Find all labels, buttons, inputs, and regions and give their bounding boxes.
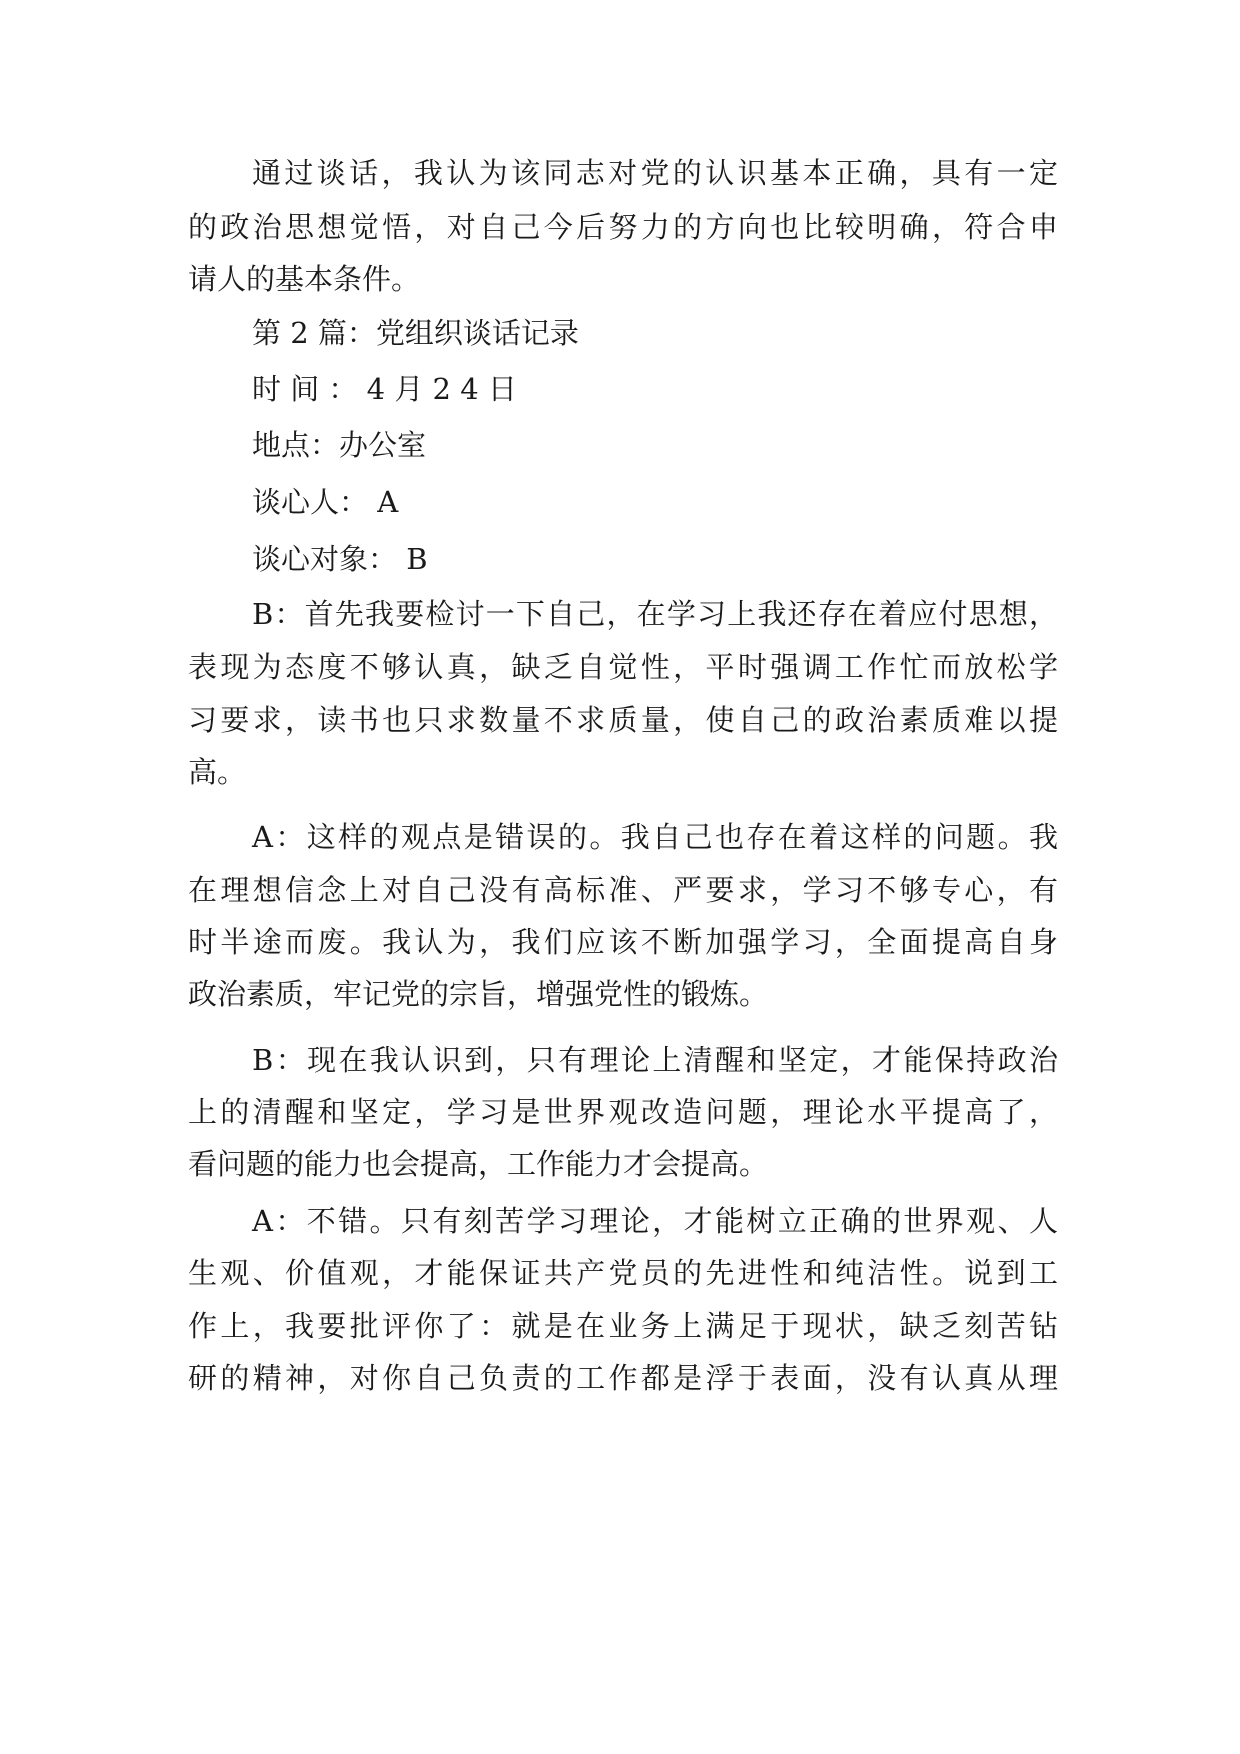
- meta-time: 时 间 ： 4 月 2 4 日: [252, 372, 517, 406]
- paragraph-1-line-1: 通过谈话，我认为该同志对党的认识基本正确，具有一定: [252, 156, 1058, 190]
- paragraph-2-line-1: B：首先我要检讨一下自己，在学习上我还存在着应付思想，: [252, 597, 1058, 631]
- paragraph-4-line-1: B：现在我认识到，只有理论上清醒和坚定，才能保持政治: [252, 1043, 1058, 1077]
- paragraph-3-line-1: A：这样的观点是错误的。我自己也存在着这样的问题。我: [252, 820, 1058, 854]
- paragraph-3-line-2: 在理想信念上对自己没有高标准、严要求，学习不够专心，有: [188, 873, 1058, 907]
- paragraph-3-line-4: 政治素质，牢记党的宗旨，增强党性的锻炼。: [188, 977, 769, 1011]
- paragraph-2-line-4: 高。: [188, 755, 247, 789]
- paragraph-1-line-2: 的政治思想觉悟，对自己今后努力的方向也比较明确，符合申: [188, 210, 1058, 244]
- meta-target: 谈心对象： B: [252, 542, 428, 576]
- paragraph-5-line-1: A：不错。只有刻苦学习理论，才能树立正确的世界观、人: [252, 1204, 1058, 1238]
- paragraph-2-line-2: 表现为态度不够认真，缺乏自觉性，平时强调工作忙而放松学: [188, 650, 1058, 684]
- paragraph-2-line-3: 习要求，读书也只求数量不求质量，使自己的政治素质难以提: [188, 703, 1058, 737]
- paragraph-1-line-3: 请人的基本条件。: [188, 262, 421, 296]
- paragraph-5-line-3: 作上，我要批评你了：就是在业务上满足于现状，缺乏刻苦钻: [188, 1309, 1058, 1343]
- paragraph-5-line-4: 研的精神，对你自己负责的工作都是浮于表面，没有认真从理: [188, 1361, 1058, 1395]
- meta-talker: 谈心人： A: [252, 485, 399, 519]
- section-heading: 第 2 篇：党组织谈话记录: [252, 316, 579, 350]
- paragraph-4-line-2: 上的清醒和坚定，学习是世界观改造问题，理论水平提高了，: [188, 1095, 1058, 1129]
- paragraph-5-line-2: 生观、价值观，才能保证共产党员的先进性和纯洁性。说到工: [188, 1256, 1058, 1290]
- paragraph-3-line-3: 时半途而废。我认为，我们应该不断加强学习，全面提高自身: [188, 925, 1058, 959]
- paragraph-4-line-3: 看问题的能力也会提高，工作能力才会提高。: [188, 1147, 769, 1181]
- meta-place: 地点：办公室: [252, 428, 427, 462]
